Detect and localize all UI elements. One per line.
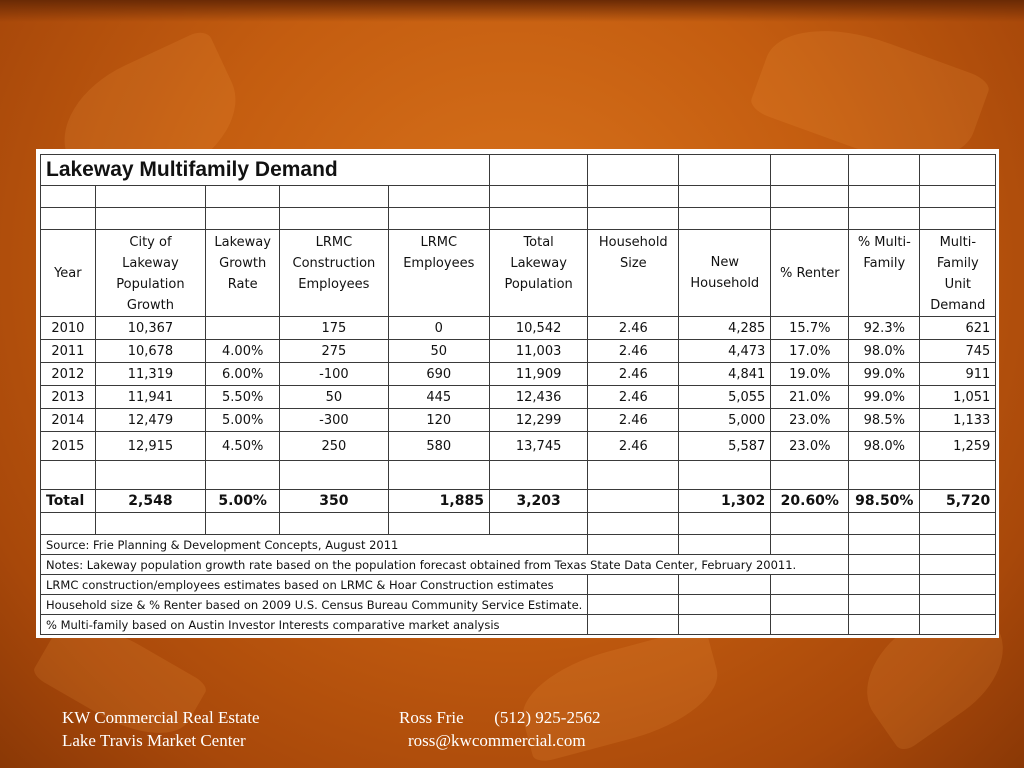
cell-lrmc-employees: 50 (388, 340, 489, 363)
total-pct-multifamily: 98.50% (849, 490, 920, 513)
note-lrmc-estimates: LRMC construction/employees estimates based on LRMC & Hoar Construction estimates (41, 575, 588, 595)
cell-household-size: 2.46 (588, 432, 679, 461)
cell-lrmc-construction: 275 (280, 340, 388, 363)
cell-pct-multifamily: 99.0% (849, 386, 920, 409)
note-multifamily: % Multi-family based on Austin Investor Interests comparative market analysis (41, 615, 588, 635)
cell-pct-renter: 17.0% (771, 340, 849, 363)
cell-growth-rate: 4.50% (206, 432, 280, 461)
header-household-size: Household Size (588, 230, 679, 317)
cell-city-population: 10,367 (95, 317, 205, 340)
cell-year: 2011 (41, 340, 96, 363)
table-row (41, 409, 996, 432)
cell-pct-multifamily: 98.0% (849, 432, 920, 461)
header-growth-rate: Lakeway Growth Rate (206, 230, 280, 317)
cell-lrmc-employees: 0 (388, 317, 489, 340)
cell-growth-rate: 5.00% (206, 409, 280, 432)
cell-lrmc-construction: -100 (280, 363, 388, 386)
footer-contact-name: Ross Frie (399, 708, 464, 727)
note-population-forecast: Notes: Lakeway population growth rate based on the population forecast obtained from Texas State Data Center, February 20011. (41, 555, 849, 575)
note-source: Source: Frie Planning & Development Concepts, August 2011 (41, 535, 588, 555)
cell-lrmc-employees: 445 (388, 386, 489, 409)
total-city-population: 2,548 (95, 490, 205, 513)
footer-right (399, 706, 600, 752)
cell-unit-demand: 745 (920, 340, 996, 363)
footer-market-center: Lake Travis Market Center (62, 731, 246, 750)
cell-city-population: 12,915 (95, 432, 205, 461)
cell-household-size: 2.46 (588, 317, 679, 340)
cell-lrmc-construction: 250 (280, 432, 388, 461)
table-panel (36, 149, 999, 638)
table-row (41, 386, 996, 409)
cell-total-population: 13,745 (489, 432, 587, 461)
cell-pct-renter: 19.0% (771, 363, 849, 386)
header-pct-multifamily: % Multi-Family (849, 230, 920, 317)
cell-year: 2015 (41, 432, 96, 461)
cell-new-household: 5,055 (679, 386, 771, 409)
total-unit-demand: 5,720 (920, 490, 996, 513)
cell-year: 2013 (41, 386, 96, 409)
cell-pct-multifamily: 98.5% (849, 409, 920, 432)
cell-city-population: 10,678 (95, 340, 205, 363)
cell-growth-rate: 5.50% (206, 386, 280, 409)
footer-contact-line (399, 706, 600, 729)
cell-year: 2012 (41, 363, 96, 386)
cell-lrmc-construction: -300 (280, 409, 388, 432)
total-population: 3,203 (489, 490, 587, 513)
total-label: Total (41, 490, 96, 513)
demand-table (40, 154, 996, 635)
cell-new-household: 4,473 (679, 340, 771, 363)
cell-city-population: 12,479 (95, 409, 205, 432)
header-row (41, 230, 996, 317)
top-dark-band (0, 0, 1024, 22)
cell-lrmc-employees: 580 (388, 432, 489, 461)
cell-household-size: 2.46 (588, 409, 679, 432)
cell-unit-demand: 1,051 (920, 386, 996, 409)
cell-household-size: 2.46 (588, 340, 679, 363)
header-total-population: Total Lakeway Population (489, 230, 587, 317)
footer-left (62, 706, 259, 752)
cell-pct-multifamily: 98.0% (849, 340, 920, 363)
cell-lrmc-employees: 120 (388, 409, 489, 432)
cell-total-population: 12,299 (489, 409, 587, 432)
header-pct-renter: % Renter (771, 230, 849, 317)
cell-pct-renter: 23.0% (771, 432, 849, 461)
cell-pct-renter: 15.7% (771, 317, 849, 340)
cell-year: 2010 (41, 317, 96, 340)
total-lrmc-construction: 350 (280, 490, 388, 513)
table-title: Lakeway Multifamily Demand (41, 155, 490, 186)
total-row (41, 490, 996, 513)
cell-new-household: 5,587 (679, 432, 771, 461)
cell-pct-renter: 21.0% (771, 386, 849, 409)
header-lrmc-construction: LRMC Construction Employees (280, 230, 388, 317)
table-row (41, 340, 996, 363)
cell-pct-multifamily: 99.0% (849, 363, 920, 386)
cell-city-population: 11,941 (95, 386, 205, 409)
header-unit-demand: Multi-Family Unit Demand (920, 230, 996, 317)
cell-household-size: 2.46 (588, 386, 679, 409)
cell-lrmc-employees: 690 (388, 363, 489, 386)
cell-unit-demand: 1,133 (920, 409, 996, 432)
cell-city-population: 11,319 (95, 363, 205, 386)
cell-pct-renter: 23.0% (771, 409, 849, 432)
footer-company: KW Commercial Real Estate (62, 708, 260, 727)
header-city-population: City of Lakeway Population Growth (95, 230, 205, 317)
cell-year: 2014 (41, 409, 96, 432)
cell-new-household: 5,000 (679, 409, 771, 432)
cell-growth-rate (206, 317, 280, 340)
cell-lrmc-construction: 50 (280, 386, 388, 409)
cell-household-size: 2.46 (588, 363, 679, 386)
total-growth-rate: 5.00% (206, 490, 280, 513)
header-lrmc-employees: LRMC Employees (388, 230, 489, 317)
total-pct-renter: 20.60% (771, 490, 849, 513)
footer-phone[interactable]: (512) 925-2562 (494, 708, 601, 727)
cell-total-population: 11,909 (489, 363, 587, 386)
total-new-household: 1,302 (679, 490, 771, 513)
cell-unit-demand: 621 (920, 317, 996, 340)
cell-growth-rate: 6.00% (206, 363, 280, 386)
cell-lrmc-construction: 175 (280, 317, 388, 340)
table-row (41, 317, 996, 340)
cell-new-household: 4,285 (679, 317, 771, 340)
cell-new-household: 4,841 (679, 363, 771, 386)
cell-total-population: 12,436 (489, 386, 587, 409)
table-row (41, 432, 996, 461)
table-row (41, 363, 996, 386)
cell-pct-multifamily: 92.3% (849, 317, 920, 340)
total-household-size (588, 490, 679, 513)
header-year: Year (41, 230, 96, 317)
cell-unit-demand: 1,259 (920, 432, 996, 461)
note-census: Household size & % Renter based on 2009 U.S. Census Bureau Community Service Estimate. (41, 595, 588, 615)
cell-total-population: 10,542 (489, 317, 587, 340)
header-new-household: New Household (679, 230, 771, 317)
cell-growth-rate: 4.00% (206, 340, 280, 363)
footer-email[interactable]: ross@kwcommercial.com (408, 731, 586, 750)
total-lrmc-employees: 1,885 (388, 490, 489, 513)
cell-unit-demand: 911 (920, 363, 996, 386)
cell-total-population: 11,003 (489, 340, 587, 363)
